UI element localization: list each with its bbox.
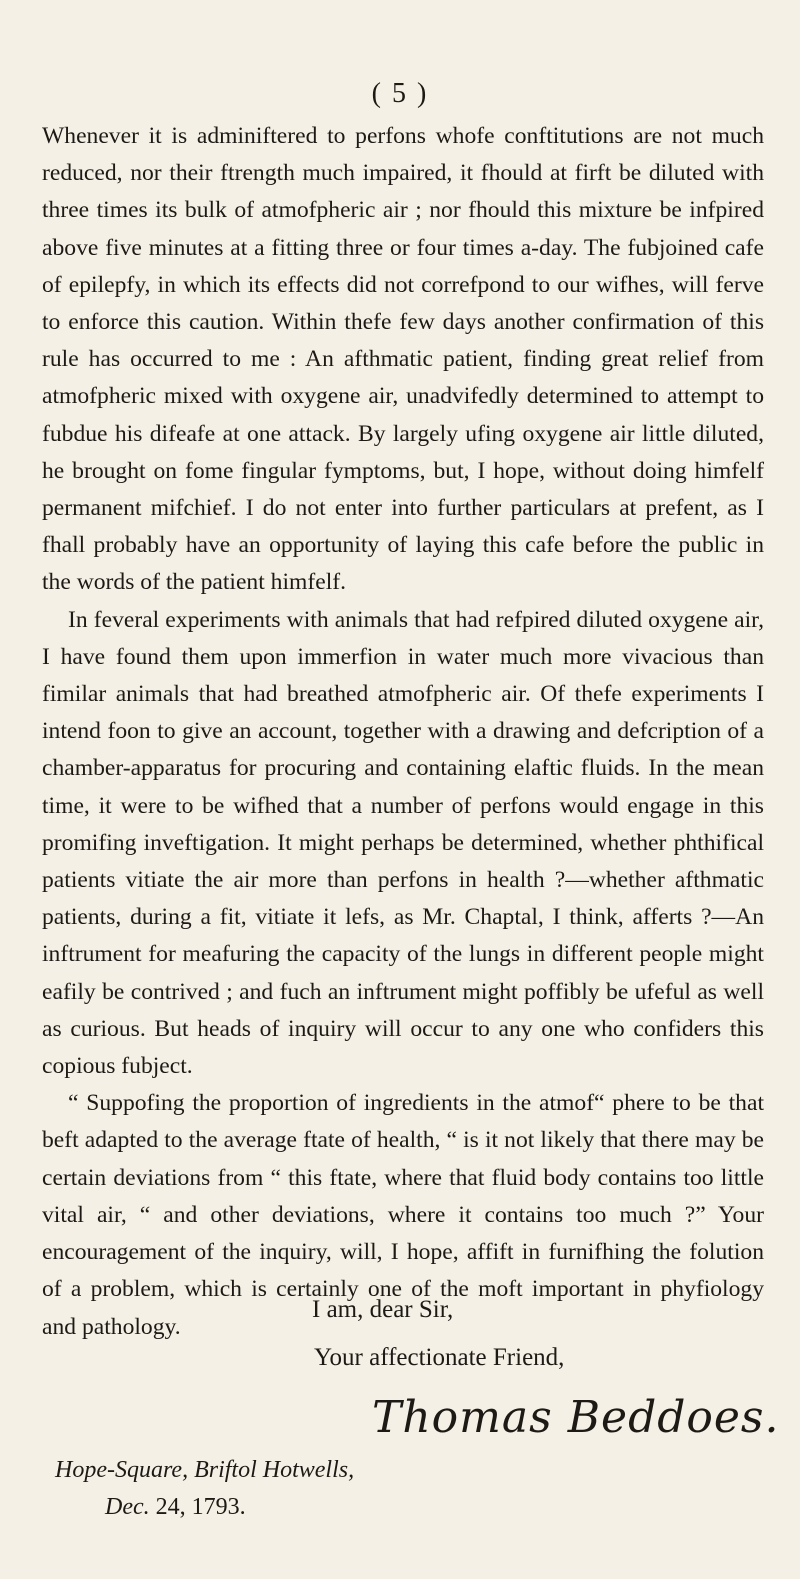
signature: Thomas Beddoes. [372,1392,780,1443]
letter-body [42,118,764,1346]
date-day-year: 24, 1793. [155,1494,246,1520]
paragraph: Whenever it is adminiftered to perfons whofe conftitutions are not much reduced, nor their ftrength much impaired, it fhould at firft be diluted with three times its bulk of atmofpheric air ; nor fhould this mixture be infpired above five minutes at a fitting three or four times a-day. The fubjoined cafe of epilepfy, in which its effects did not correfpond to our wifhes, will ferve to enforce this caution. Within thefe few days another confirmation of this rule has occurred to me : An afthmatic patient, finding great relief from atmofpheric mixed with oxygene air, unadvifedly determined to attempt to fubdue his difeafe at one attack. By largely ufing oxygene air little diluted, he brought on fome fingular fymptoms, but, I hope, without doing himfelf permanent mifchief. I do not enter into further particulars at prefent, as I fhall probably have an opportunity of laying this cafe before the public in the words of the patient himfelf. [42,123,764,596]
address-line: Hope-Square, Briftol Hotwells, [55,1457,355,1483]
closing-valediction: Your affectionate Friend, [314,1344,565,1371]
date-month: Dec. [105,1494,150,1520]
page-number: ( 5 ) [371,78,429,109]
paragraph: In feveral experiments with animals that had refpired diluted oxygene air, I have found them upon immerfion in water much more vivacious than fimilar animals that had breathed atmofpheric air. Of thefe experiments I intend foon to give an account, together with a drawing and defcription of a chamber-apparatus for procuring and containing elaftic fluids. In the mean time, it were to be wifhed that a number of perfons would engage in this promifing inveftigation. It might perhaps be determined, whether phthifical patients vitiate the air more than perfons in health ?—whether afthmatic patients, during a fit, vitiate it lefs, as Mr. Chaptal, I think, afferts ?—An inftrument for meafuring the capacity of the lungs in different people might eafily be contrived ; and fuch an inftrument might poffibly be ufeful as well as curious. But heads of inquiry will occur to any one who confiders this copious fubject. [42,606,764,1080]
paragraph: “ Suppofing the proportion of ingredients in the atmof“ phere to be that beft adapted to the average ftate of health, “ is it not likely that there may be certain deviations from “ this ftate, where that fluid body contains too little vital air, “ and other deviations, where it contains too much ?” Your encouragement of the inquiry, will, I hope, affift in furnifhing the folution of a problem, which is certainly one of the moft important in phyfiology and pathology. [42,1090,764,1340]
date-line [105,1494,246,1521]
closing-salutation: I am, dear Sir, [312,1296,454,1323]
